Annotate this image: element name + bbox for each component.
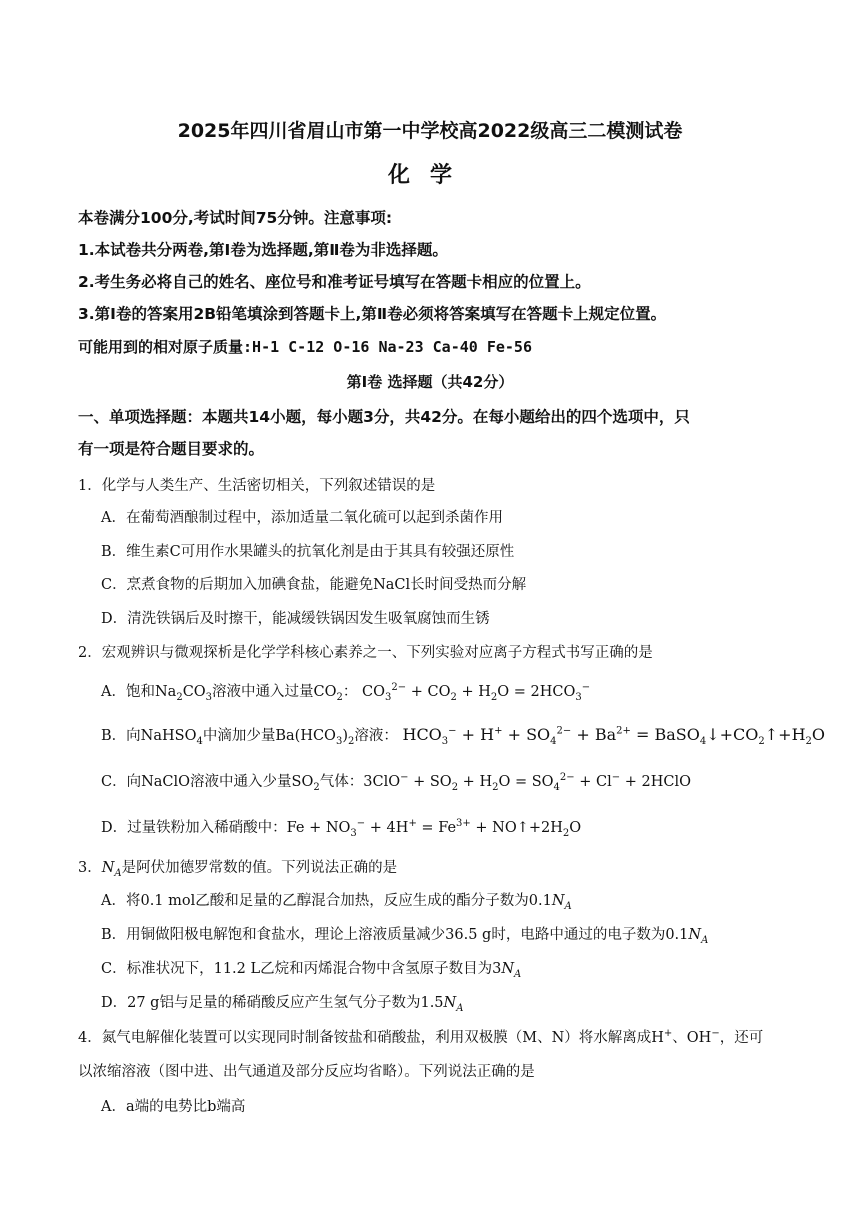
q2-b-prefix: B．向NaHSO (101, 728, 197, 744)
q2-b-mid: 中滴加少量Ba (202, 728, 295, 744)
q4-text-c: ，还可 (719, 1030, 764, 1046)
q2-d-prefix: D．过量铁粉加入稀硝酸中： (101, 820, 287, 836)
q4-stem-line-2: 以浓缩溶液（图中进、出气通道及部分反应均省略）。下列说法正确的是 (78, 1064, 535, 1080)
q4-option-a: A．a端的电势比b端高 (101, 1099, 246, 1115)
q2-option-c: C．向NaClO溶液中通入少量$SO_2$气体：$3ClO^- + SO_2 + H_2O = SO_4^{2-} + Cl^-$ + 2HClO (101, 772, 692, 793)
q3-stem: 3．$N_A$是阿伏加德罗常数的值。下列说法正确的是 (78, 860, 398, 879)
q3-b-text: B．用铜做阳极电解饱和食盐水，理论上溶液质量减少36.5 g时，电路中通过的电子数为0.1 (101, 927, 689, 943)
q3-stem-text: 是阿伏加德罗常数的值。下列说法正确的是 (121, 860, 398, 876)
q3-option-c: C．标准状况下，11.2 L乙烷和丙烯混合物中含氢原子数目为$3N_A$ (101, 961, 522, 980)
q2-c-prefix: C．向NaClO溶液中通入少量SO (101, 774, 314, 790)
q3-d-text: D．27 g铝与足量的稀硝酸反应产生氢气分子数为1.5 (101, 995, 444, 1011)
q2-option-b: B．向NaHSO$_4$中滴加少量$Ba(HCO_3)_2$溶液： $HCO_3^- + H^+ + SO_4^{2-} + Ba^{2+}$ = $BaSO_4↓+CO_2↑+H_2O$ (101, 725, 826, 748)
q1-option-d: D．清洗铁锅后及时擦干，能减缓铁锅因发生吸氧腐蚀而生锈 (101, 611, 490, 627)
q3-option-a: A．将0.1 mol乙酸和足量的乙醇混合加热，反应生成的酯分子数为$0.1N_A$ (101, 893, 572, 912)
q2-option-d: D．过量铁粉加入稀硝酸中：$Fe + NO_3^- + 4H^+ = Fe^{3+}$ + $NO↑+2H_2O$ (101, 818, 582, 839)
subject-title: 化学 (387, 163, 472, 188)
q2-stem: 2．宏观辨识与微观探析是化学学科核心素养之一、下列实验对应离子方程式书写正确的是 (78, 645, 653, 661)
notes-line-2: 1.本试卷共分两卷,第Ⅰ卷为选择题,第Ⅱ卷为非选择题。 (78, 241, 448, 259)
q1-stem: 1．化学与人类生产、生活密切相关，下列叙述错误的是 (78, 478, 436, 494)
q1-option-c: C．烹煮食物的后期加入加碘食盐，能避免NaCl长时间受热而分解 (101, 577, 527, 593)
q1-option-b: B．维生素C可用作水果罐头的抗氧化剂是由于其具有较强还原性 (101, 544, 515, 560)
notes-line-4: 3.第Ⅰ卷的答案用2B铅笔填涂到答题卡上,第Ⅱ卷必须将答案填写在答题卡上规定位置。 (78, 305, 667, 323)
q3-a-text: A．将0.1 mol乙酸和足量的乙醇混合加热，反应生成的酯分子数为0.1 (101, 893, 552, 909)
exam-title: 2025年四川省眉山市第一中学校高2022级高三二模测试卷 (177, 120, 683, 142)
section-title: 第Ⅰ卷 选择题（共42分） (346, 373, 514, 391)
q4-stem-line-1: 4．氮气电解催化装置可以实现同时制备铵盐和硝酸盐，利用双极膜（M、N）将水解离成H+、OH−，还可 (78, 1028, 764, 1046)
q2-b-mid2: 溶液： (354, 728, 398, 744)
q3-c-text: C．标准状况下，11.2 L乙烷和丙烯混合物中含氢原子数目为3 (101, 961, 502, 977)
q1-option-a: A．在葡萄酒酿制过程中，添加适量二氧化硫可以起到杀菌作用 (101, 510, 503, 526)
q2-a-mid: 溶液中通入过量CO (212, 684, 337, 700)
q2-a-prefix: A．饱和Na (101, 684, 177, 700)
atomic-masses: 可能用到的相对原子质量:H-1 C-12 O-16 Na-23 Ca-40 Fe-56 (78, 338, 532, 356)
q4-text-a: 4．氮气电解催化装置可以实现同时制备铵盐和硝酸盐，利用双极膜（M、N）将水解离成H (78, 1030, 664, 1046)
q2-c-mid: 气体： (319, 774, 364, 790)
notes-line-3: 2.考生务必将自己的姓名、座位号和准考证号填写在答题卡相应的位置上。 (78, 273, 591, 291)
q3-option-b: B．用铜做阳极电解饱和食盐水，理论上溶液质量减少36.5 g时，电路中通过的电子数为$0.1N_A$ (101, 927, 709, 946)
section-instruction-1: 一、单项选择题：本题共14小题，每小题3分，共42分。在每小题给出的四个选项中，只 (78, 408, 690, 426)
notes-line-1: 本卷满分100分,考试时间75分钟。注意事项: (78, 209, 393, 227)
q2-option-a: A．饱和$Na_2CO_3$溶液中通入过量$CO_2$： $CO_3^{2-} + CO_2 + H_2O = 2HCO_3^-$ (101, 682, 591, 703)
q3-option-d: D．27 g铝与足量的稀硝酸反应产生氢气分子数为$1.5N_A$ (101, 995, 464, 1014)
q4-text-b: 、OH (672, 1030, 712, 1046)
section-instruction-2: 有一项是符合题目要求的。 (78, 440, 265, 458)
